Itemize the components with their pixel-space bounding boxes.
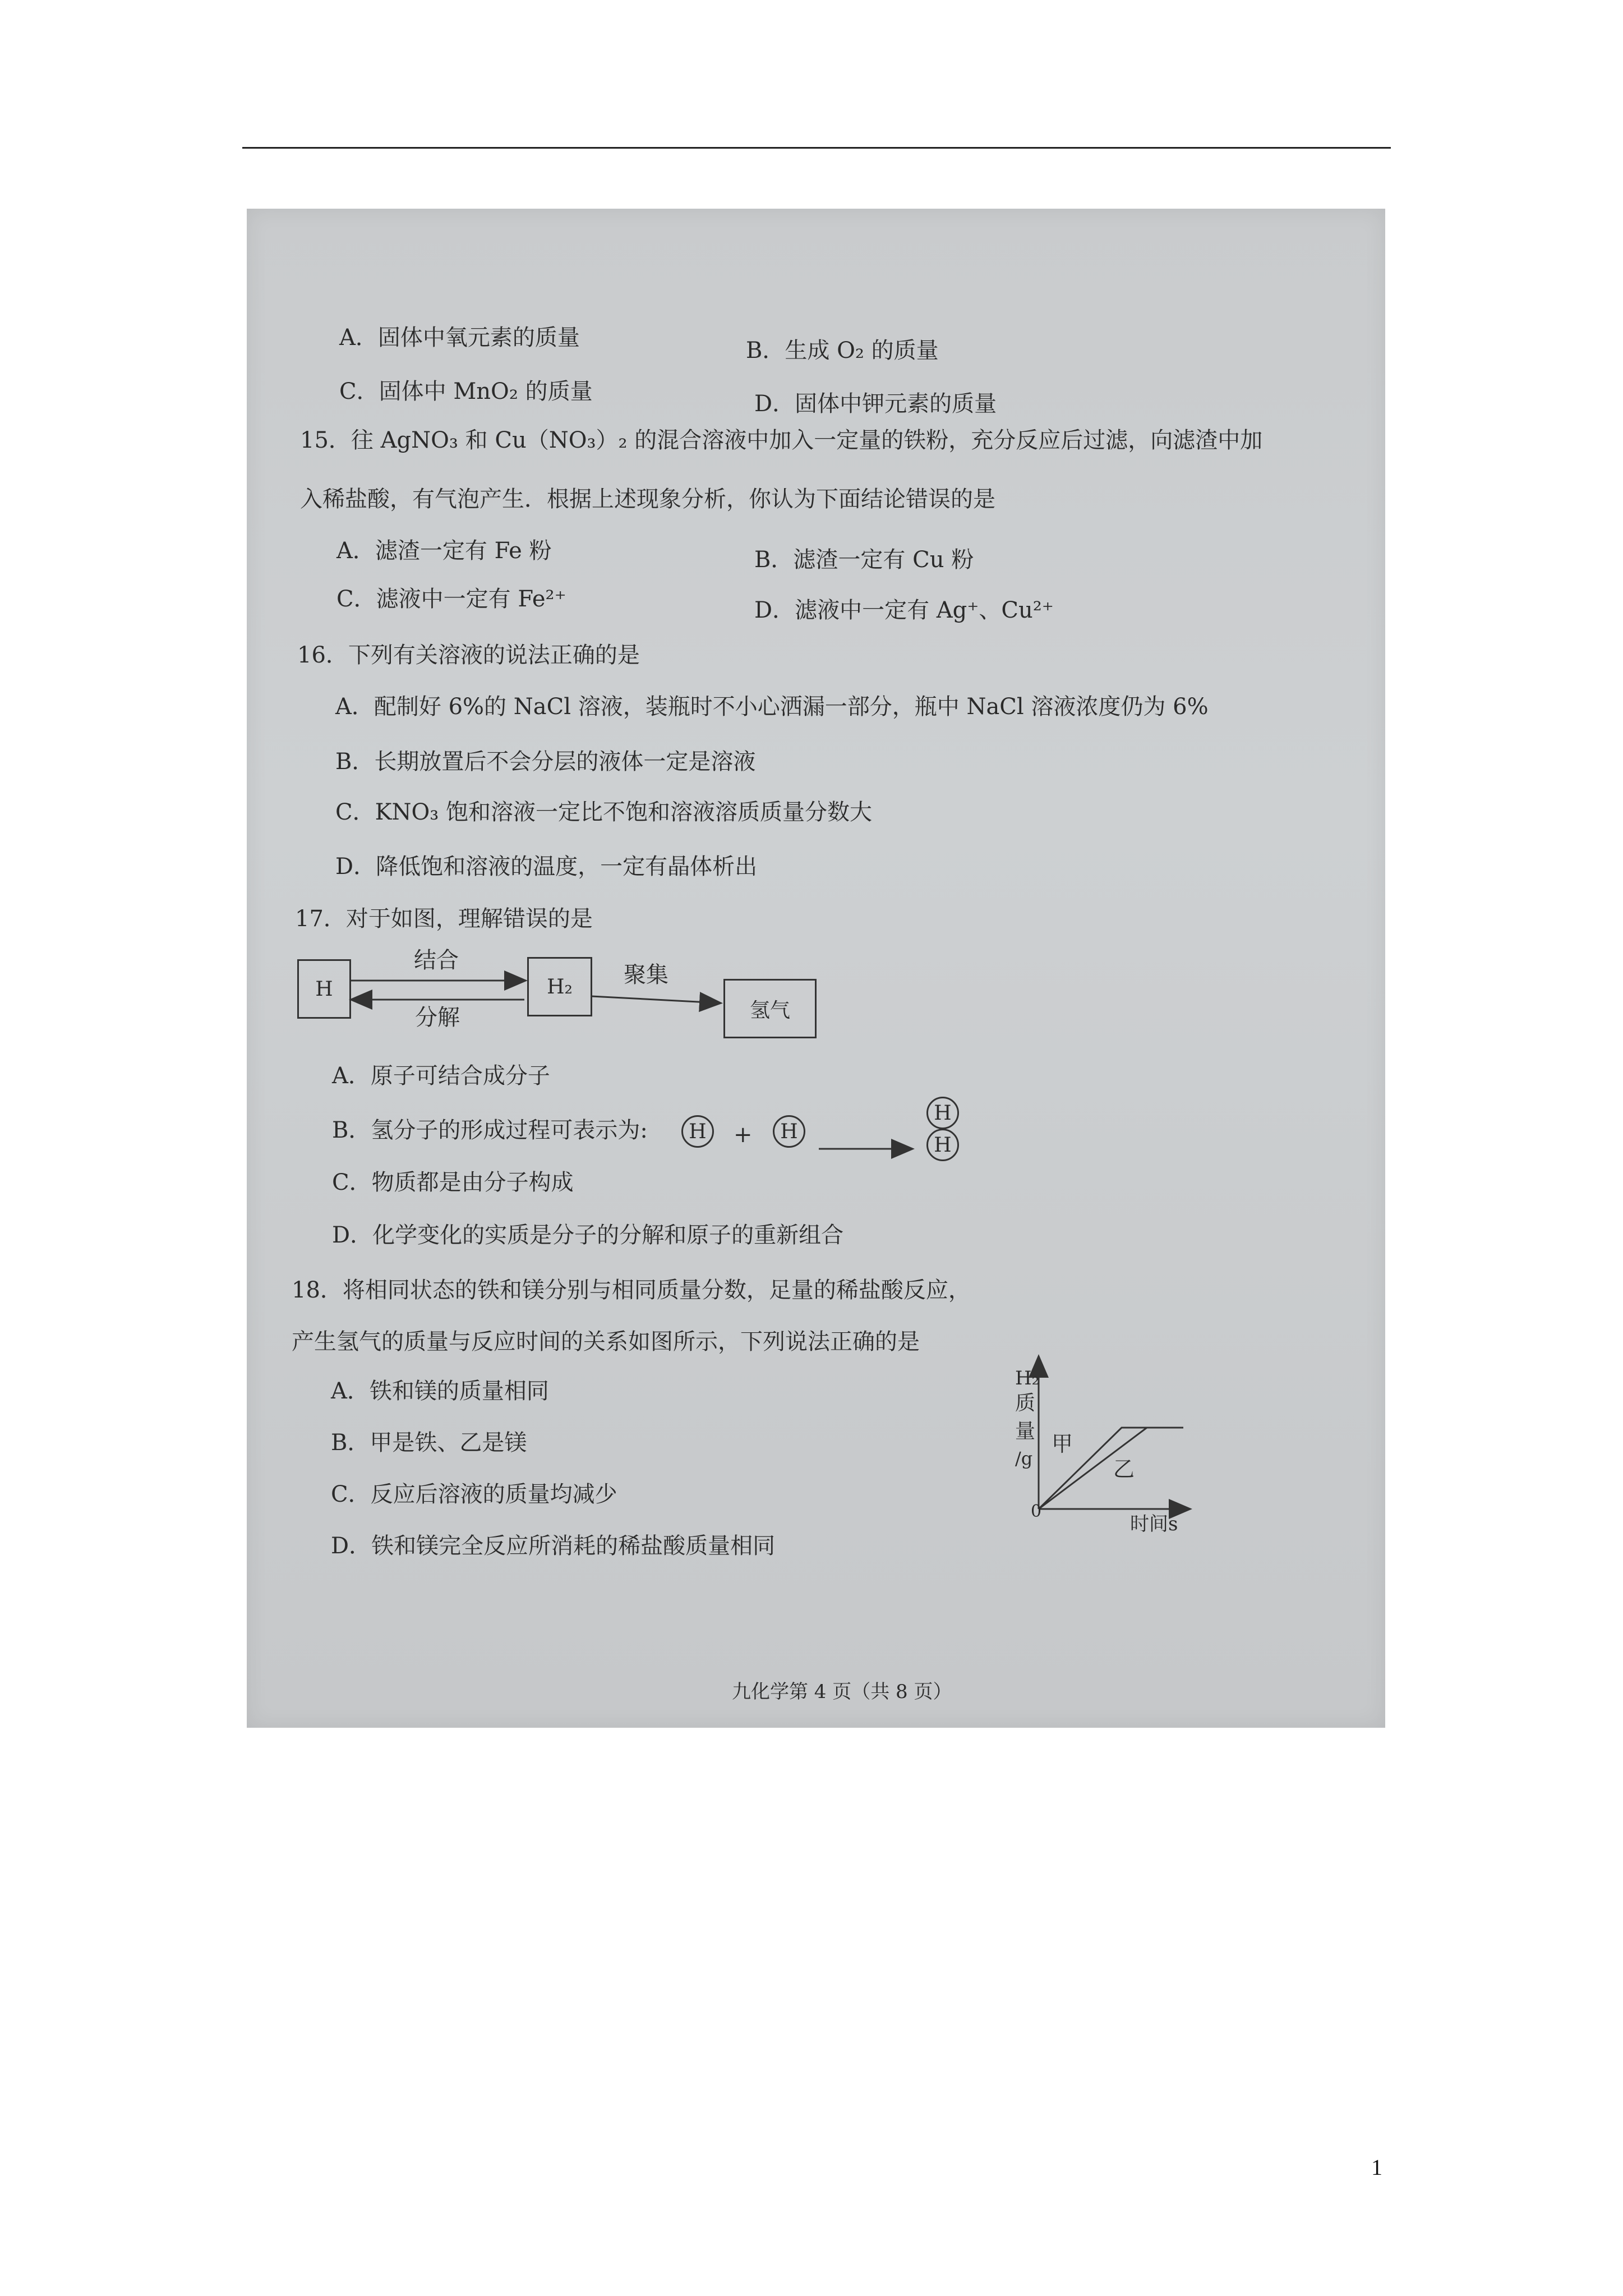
hydrogen-gas-box: 氢气 (723, 979, 817, 1038)
q16-stem: 16．下列有关溶液的说法正确的是 (297, 642, 640, 668)
page-number: 1 (1371, 2155, 1382, 2180)
q15-option-b: B．滤渣一定有 Cu 粉 (754, 547, 974, 573)
graph-ylabel-liang: 量 (1015, 1420, 1036, 1443)
q18-option-c: C．反应后溶液的质量均减少 (331, 1481, 617, 1507)
atom-h-box: H (297, 959, 351, 1019)
q18-option-a: A．铁和镁的质量相同 (331, 1378, 549, 1404)
q16-option-c: C．KNO₃ 饱和溶液一定比不饱和溶液溶质质量分数大 (335, 799, 873, 825)
q16-option-a: A．配制好 6%的 NaCl 溶液，装瓶时不小心洒漏一部分，瓶中 NaCl 溶液浓度仍为 6% (335, 694, 1209, 720)
hydrogen-atom-circle-2: H (773, 1115, 805, 1148)
q15-stem-line2: 入稀盐酸，有气泡产生．根据上述现象分析，你认为下面结论错误的是 (300, 486, 995, 512)
q17-stem: 17．对于如图，理解错误的是 (295, 906, 593, 932)
graph-xlabel: 时间s (1130, 1513, 1178, 1535)
q14-option-c: C．固体中 MnO₂ 的质量 (339, 379, 593, 404)
q17-option-a: A．原子可结合成分子 (332, 1063, 550, 1089)
q16-option-d: D．降低饱和溶液的温度，一定有晶体析出 (335, 854, 758, 880)
q17-option-b-prefix: B．氢分子的形成过程可表示为: (332, 1117, 648, 1143)
q15-option-a: A．滤渣一定有 Fe 粉 (336, 538, 552, 564)
q18-option-b: B．甲是铁、乙是镁 (331, 1430, 527, 1456)
q14-option-b: B．生成 O₂ 的质量 (746, 338, 939, 364)
q18-stem-line1: 18．将相同状态的铁和镁分别与相同质量分数，足量的稀盐酸反应， (292, 1277, 971, 1303)
q17-option-d: D．化学变化的实质是分子的分解和原子的重新组合 (332, 1222, 844, 1248)
q14-option-a: A．固体中氧元素的质量 (339, 325, 580, 351)
q14-option-d: D．固体中钾元素的质量 (754, 391, 997, 417)
series-label-jia: 甲 (1052, 1432, 1073, 1456)
hydrogen-molecule-atom-top: H (926, 1097, 959, 1129)
q15-stem-line1: 15．往 AgNO₃ 和 Cu（NO₃）₂ 的混合溶液中加入一定量的铁粉，充分反应后过滤，向滤渣中加 (300, 427, 1263, 453)
arrow-label-decompose: 分解 (415, 1005, 460, 1030)
arrow-label-combine: 结合 (414, 947, 459, 973)
q15-option-c: C．滤液中一定有 Fe²⁺ (336, 586, 566, 612)
hydrogen-atom-circle-1: H (681, 1115, 714, 1148)
plus-sign: + (734, 1122, 753, 1148)
graph-ylabel-h2: H₂ (1015, 1367, 1040, 1389)
q15-option-d: D．滤液中一定有 Ag⁺、Cu²⁺ (754, 597, 1054, 623)
q18-stem-line2: 产生氢气的质量与反应时间的关系如图所示，下列说法正确的是 (292, 1329, 920, 1355)
q17-option-c: C．物质都是由分子构成 (332, 1170, 574, 1195)
graph-ylabel-unit: /g (1015, 1448, 1033, 1469)
q16-option-b: B．长期放置后不会分层的液体一定是溶液 (335, 749, 756, 775)
graph-origin: 0 (1031, 1502, 1042, 1521)
q18-option-d: D．铁和镁完全反应所消耗的稀盐酸质量相同 (331, 1533, 776, 1559)
hydrogen-molecule-atom-bottom: H (926, 1129, 959, 1161)
graph-ylabel-zhi: 质 (1015, 1392, 1036, 1415)
series-label-yi: 乙 (1113, 1457, 1135, 1481)
exam-page-footer: 九化学第 4 页（共 8 页） (732, 1681, 952, 1703)
arrow-label-gather: 聚集 (624, 962, 668, 988)
molecule-h2-box: H₂ (527, 957, 592, 1016)
